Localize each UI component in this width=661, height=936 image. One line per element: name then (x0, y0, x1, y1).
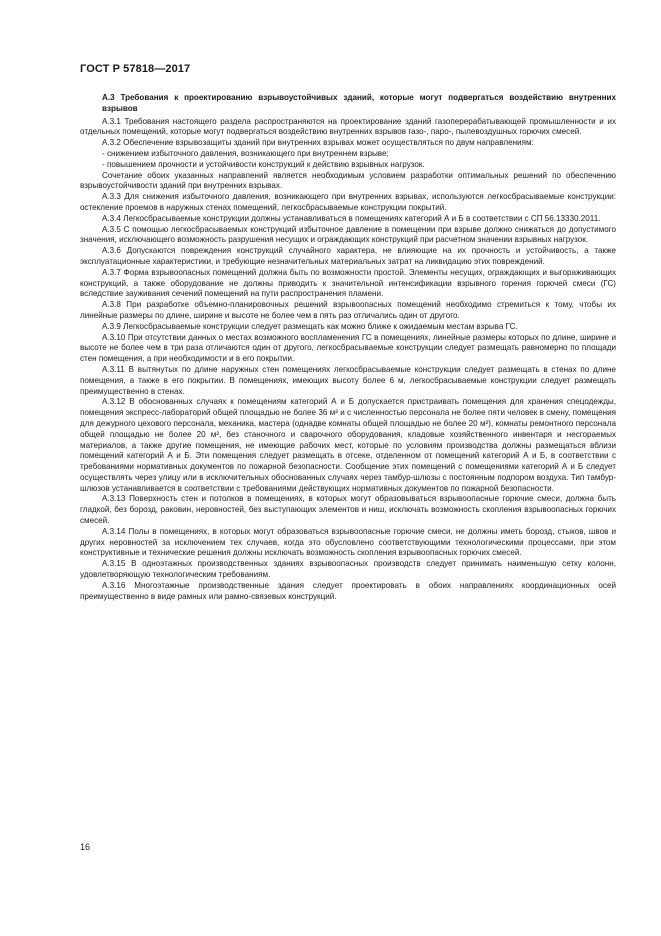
list-item: - повышением прочности и устойчивости конструкций к действию взрывных нагрузок. (102, 159, 425, 169)
paragraph-a33: А.3.3 Для снижения избыточного давления, возникающего при внутренних взрывах, используются легкосбрасываемые конструкции: остекление проемов в наружных стенах помещений, легкосбрасываемые конструкции покрытий. (80, 192, 616, 212)
list-item: - снижением избыточного давления, возникающего при внутреннем взрыве; (102, 148, 389, 158)
paragraph-a315: А.3.15 В одноэтажных производственных зданиях взрывоопасных производств следует принимать наименьшую сетку колонн, удовлетворяющую технологическим требованиям. (80, 559, 616, 580)
paragraph-a35: А.3.5 С помощью легкосбрасываемых конструкций избыточное давление в помещении при взрыве должно снижаться до допустимого значения, исключающего возможность разрушения несущих и ограждающих конструкций при расчетном значении взрывных нагрузок. (80, 224, 616, 245)
paragraph-a311: А.3.11 В вытянутых по длине наружных стен помещениях легкосбрасываемые конструкции следует размещать в стенах по длине помещения, а также в его покрытии. В помещениях, имеющих высоту более 6 м, легкосбрасываемые конструкции следует размещать преимущественно в стенах. (80, 364, 616, 396)
paragraph-a36: А.3.6 Допускаются повреждения конструкций случайного характера, не влияющие на их прочность и устойчивость, а также эксплуатационные характеристики, и требующие незначительных материальных затрат на ликвидацию этих повреждений. (80, 246, 616, 266)
paragraph-a310: А.3.10 При отсутствии данных о местах возможного воспламенения ГС в помещениях, линейные размеры которых по длине, ширине и высоте не более чем в три раза отличаются один от другого, легкосбрасываемые конструкции следует размещать равномерно по площади стен помещения, а при необходимости и в его покрытии. (80, 332, 616, 364)
page-number: 16 (80, 842, 91, 852)
section-heading: А.3 Требования к проектированию взрывоустойчивых зданий, которые могут подвергаться воздействию внутренних взрывов (102, 93, 616, 113)
standard-number: ГОСТ Р 57818—2017 (80, 63, 191, 75)
section-body (80, 93, 616, 602)
paragraph-a313: А.3.13 Поверхность стен и потолков в помещениях, в которых могут образовываться взрывоопасные горючие смеси, должна быть гладкой, без борозд, раковин, неровностей, без выступающих элементов и ниш, исключать возможность скопления взрывоопасных горючих смесей. (80, 494, 616, 526)
paragraph-a39: А.3.9 Легкосбрасываемые конструкции следует размещать как можно ближе к ожидаемым местам взрыва ГС. (102, 321, 518, 331)
paragraph-combination: Сочетание обоих указанных направлений является необходимым условием разработки оптимальных решений по обеспечению взрывоустойчивости зданий при внутренних взрывах. (80, 170, 616, 191)
paragraph-a314: А.3.14 Полы в помещениях, в которых могут образоваться взрывоопасные горючие смеси, не должны иметь борозд, стыков, швов и других неровностей за исключением тех случаев, когда это обусловлено соответствующими технологическими процессами, при этом конструктивные и технические решения должны исключать возможность скопления взрывоопасных горючих смесей. (80, 526, 616, 558)
paragraph-a316: А.3.16 Многоэтажные производственные здания следует проектировать в обоих направлениях координационных осей преимущественно в виде рамных или рамно-связевых конструкций. (80, 580, 616, 601)
paragraph-a312: А.3.12 В обоснованных случаях к помещениям категорий А и Б допускается пристраивать помещения для хранения спецодежды, помещения экспресс-лабораторий общей площадью не более 36 м² и с численностью персонала не более пяти человек в смену, помещения для дежурного цехового персонала, механика, мастера (однадве комнаты общей площадью не более 20 м²), комнаты ремонтного персонала общей площадью не более 20 м², без станочного и сварочного оборудования, кладовые хозяйственного инвентаря и несгораемых материалов, а также другие помещения, не имеющие рабочих мест, которые по условиям производства должны размещаться вблизи помещений категорий А и Б. Эти помещения следует размещать в отсеке, отделенном от помещений категорий А и Б, в соответствии с требованиями нормативных документов по пожарной безопасности. Сообщение этих помещений с помещениями категорий А и Б следует осуществлять через улицу или в исключительных обоснованных случаях через тамбур-шлюзы с постоянным подпором воздуха. Тип тамбур-шлюзов устанавливается в соответствии с требованиями действующих нормативных документов по пожарной безопасности. (80, 397, 616, 493)
paragraph-a32: А.3.2 Обеспечение взрывозащиты зданий при внутренних взрывах может осуществляться по двум направлениям: (102, 138, 534, 148)
paragraph-a34: А.3.4 Легкосбрасываемые конструкции должны устанавливаться в помещениях категорий А и Б в соответствии с СП 56.13330.2011. (102, 213, 601, 223)
paragraph-a31: А.3.1 Требования настоящего раздела распространяются на проектирование зданий газоперерабатывающей промышленности и их отдельных помещений, которые могут подвергаться воздействию внутренних взрывов газо-, паро-, пылевоздушных горючих смесей. (80, 116, 616, 137)
paragraph-a37: А.3.7 Форма взрывоопасных помещений должна быть по возможности простой. Элементы несущих, ограждающих и выгораживающих конструкций, а также оборудование не должны приводить к значительной интенсификации взрывного горения горючей смеси (ГС) вследствие зауживания сечений помещений на пути распространения пламени. (80, 267, 616, 299)
paragraph-a38: А.3.8 При разработке объемно-планировочных решений взрывоопасных помещений необходимо стремиться к тому, чтобы их линейные размеры по длине, ширине и высоте не более чем в пять раз отличались один от другого. (80, 300, 616, 320)
